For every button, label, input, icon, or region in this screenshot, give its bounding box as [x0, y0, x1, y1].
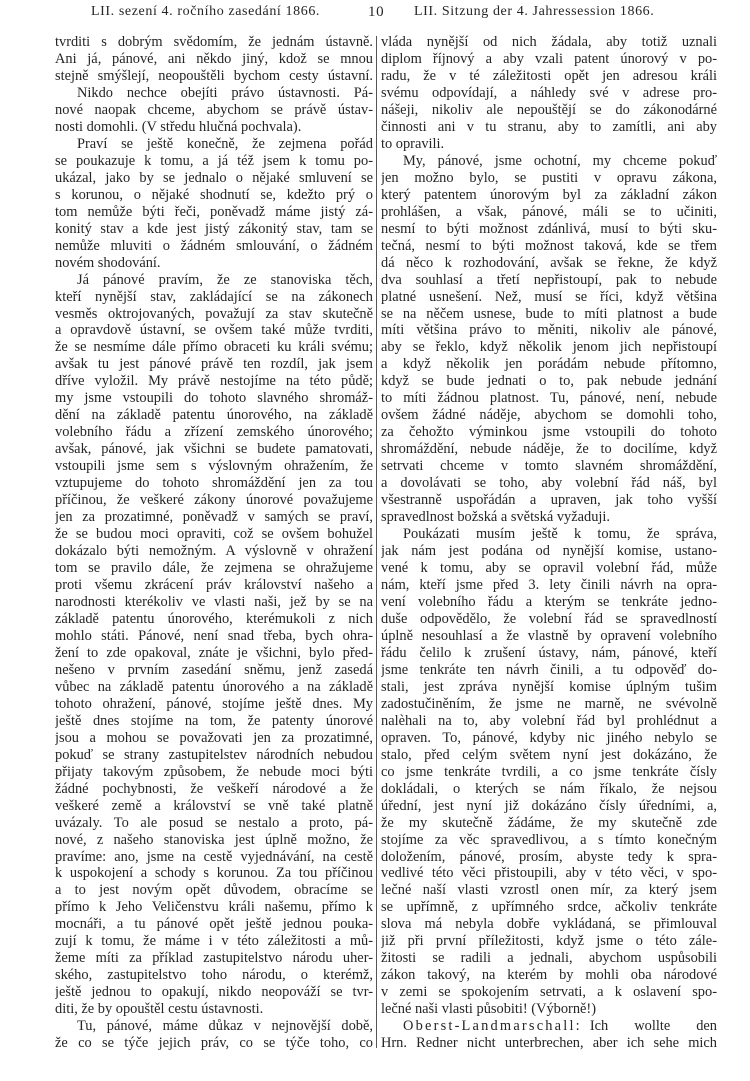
text-line: avšak tu jest pánové právě ten rozdíl, jak jsem [55, 356, 373, 373]
text-line: avšak, pánové, jak všichni se budete pamatovati, [55, 441, 373, 458]
text-line: úplně nesouhlasí a že vlastně by opravení volebního [381, 627, 717, 644]
text-line: mocnáři, a tu pánové opět ještě jednou pouka- [55, 916, 373, 933]
text-line: se upřímně, z upřímného srdce, ačkoliv tenkráte [381, 899, 717, 916]
text-line: aby se řeklo, když několik jenom jich nepřistoupí [381, 339, 717, 356]
text-line: shromáždění, nebude náděje, že to docilíme, když [381, 441, 717, 458]
header-czech-title: LII. sezení 4. ročního zasedání 1866. [91, 4, 321, 19]
text-line: jsme tenkráte ten návrh činili, a tu odpověď do- [381, 661, 717, 678]
text-line: že co se týče jejich práv, co se týče toho, co [55, 1035, 373, 1052]
text-line: ovšem žádné náděje, abychom se domohli toho, [381, 407, 717, 424]
text-line: veškeré země a království se vně také platně [55, 797, 373, 814]
text-line: nesmí to býti možnost zdánlivá, musí to býti sku- [381, 220, 717, 237]
text-line: již při první příležitosti, když jsme o této zále- [381, 933, 717, 950]
text-line: kteří nynější stav, zakládající se na zákonech [55, 288, 373, 305]
text-line: tohoto ohražení, pánové, stojíme ještě dnes. My [55, 695, 373, 712]
text-line: vůbec na základě patentu únorového a na základě [55, 678, 373, 695]
text-line: jsou a mohou se považovati jen za prozatimné, [55, 729, 373, 746]
text-line: mohlo státi. Pánové, není snad třeba, bych ohra- [55, 627, 373, 644]
text-line: ještě jednou to opakují, nikdo neopováží se tvr- [55, 984, 373, 1001]
text-line: zují k tomu, že máme i v této záležitosti a mů- [55, 933, 373, 950]
text-line: Nikdo nechce obejíti právo ústavnosti. Pá- [77, 84, 373, 101]
text-line: vztupujeme do tohoto shromáždění jen za tou [55, 475, 373, 492]
text-line: nosti domohli. (V středu hlučná pochvala). [55, 118, 302, 135]
text-line: zákon takový, na kterém by mohli oba národové [381, 967, 717, 984]
text-line: vstoupili jsme sem s výslovným ohražením, že [55, 458, 373, 475]
text-line: setrvati chceme v tomto slavném shromáždění, [381, 458, 717, 475]
text-line: to opravili. [381, 135, 445, 152]
text-line: pokuď se strany zastupitelstev národních nebudou [55, 746, 373, 763]
text-line: všestranně uspořádán a upraven, jak toho vyšší [381, 492, 717, 509]
text-line: lečné naší vlasti vzrostl onen mír, za který jsem [381, 882, 717, 899]
text-line: úřední, jest nyní již dokázáno čísly úředními, a, [381, 797, 717, 814]
column-divider [376, 36, 377, 1048]
text-line: jen možno bylo, se pustiti v opravu zákona, [381, 169, 717, 186]
text-line: přijaty takovým způsobem, že nebude moci býti [55, 763, 373, 780]
left-column-czech-text [55, 34, 373, 1052]
text-line: vené k tomu, aby se opravil volební řád, může [381, 560, 717, 577]
text-line: dokázalo býti nemožným. A výslovně v ohražení [55, 543, 373, 560]
text-line: ského, zastupitelstvo toho národu, o kterémž, [55, 967, 373, 984]
text-line: nemůže mluviti o žádném smlouvání, o žádném [55, 237, 373, 254]
text-line: a to jest novým opět důvodem, obracíme se [55, 882, 373, 899]
text-line: ukázal, jako by se jednalo o nějaké smluvení se [55, 169, 373, 186]
text-line: nášeji, nikoliv ale nepouštějí se do zákonodárné [381, 101, 717, 118]
text-line: tečná, nesmí to býti možnost taková, kde se třem [381, 237, 717, 254]
text-line: pravíme: ano, jsme na cestě vyjednávání, na cestě [55, 848, 373, 865]
text-line: dá něco k rozhodování, avšak se řekne, že když [381, 254, 717, 271]
text-line: Poukázati musím ještě k tomu, že správa, [403, 526, 717, 543]
text-line: jen za prozatimné, poněvadž v samých se praví, [55, 509, 373, 526]
text-line: diti, že by opouštěl cestu ústavnosti. [55, 1001, 264, 1018]
text-line: dva souhlasí a třetí nepřistoupí, pak to nebude [381, 271, 717, 288]
speaker-text: Ich wollte den [589, 1018, 717, 1035]
text-line: v zemi se spokojením setrvati, a k oslavení spo- [381, 984, 717, 1001]
text-line: prohlášen, a však, pánové, máli se to učiniti, [381, 203, 717, 220]
text-line: platné usnešení. Než, musí se říci, když většina [381, 288, 717, 305]
text-line: tom se pravilo dále, že zejmena se ohražujeme [55, 560, 373, 577]
text-line: dříve vyložil. My právě nestojíme na této půdě; [55, 373, 373, 390]
text-line: nové naopak chceme, abychom se právě ústav- [55, 101, 373, 118]
text-line: ještě dnes stojíme na tom, že patenty únorové [55, 712, 373, 729]
text-line: žádné pochybnosti, že veškeří národové a že [55, 780, 373, 797]
text-line: konitý stav a kde jest jistý zákonitý stav, tam se [55, 220, 373, 237]
text-line: slova má nebyla dobře vykládaná, se přimlouval [381, 916, 717, 933]
text-line: stojíme za věc spravedlivou, a s tímto konečným [381, 831, 717, 848]
text-line: příčinou, že veškeré zákony únorové považujeme [55, 492, 373, 509]
speaker-line [381, 1018, 717, 1035]
text-line: nalèhali na to, aby volební řád byl prohlédnut a [381, 712, 717, 729]
text-line: volebního řádu a zřízení zemského únorového; [55, 424, 373, 441]
text-line: Hrn. Redner nicht unterbrechen, aber ich sehe mich [381, 1035, 717, 1052]
text-line: uvázaly. To ale posud se nestalo a proto, pá- [55, 814, 373, 831]
text-line: spravedlnost božská a světská vyžaduji. [381, 509, 610, 526]
text-line: a když několik jen porádám nebude přítomno, [381, 356, 717, 373]
text-line: se na něčem usnese, bude to míti platnost a bude [381, 305, 717, 322]
text-line: a opravdově ústavní, se ovšem také může tvrditi, [55, 322, 373, 339]
text-line: nové, z našeho stanoviska jest úplně možno, že [55, 831, 373, 848]
text-line: žitosti se radili a jednali, abychom uspůsobili [381, 950, 717, 967]
text-line: řádu čelilo k zrušení ústavy, nám, pánové, kteří [381, 644, 717, 661]
text-line: k uspokojení a schody s korunou. Za tou příčinou [55, 865, 373, 882]
text-line: dění na základě patentu únorového, na základě [55, 407, 373, 424]
text-line: My, pánové, jsme ochotní, my chceme pokuď [403, 152, 717, 169]
text-line: Ani já, pánové, ani někdo jiný, kdož se mnou [55, 50, 373, 67]
text-line: že se budou moci opraviti, což se ovšem bohužel [55, 526, 373, 543]
text-line: co jsme tenkráte tvrdili, a co jsme tenkráte čísly [381, 763, 717, 780]
text-line: nám, kteří jsme před 3. lety činili návrh na opra- [381, 577, 717, 593]
text-line: vláda nynější od nich žádala, aby totiž uznali [381, 34, 717, 50]
text-line: jak nám jest podána od nynější komise, ustano- [381, 543, 717, 560]
text-line: nešeno v prvním zasedání sněmu, jenž zasedá [55, 661, 373, 678]
text-line: základě patentu únorového, kterémukoli z nich [55, 610, 373, 627]
text-line: tom nemůže býti řeči, poněvadž máme jistý zá- [55, 203, 373, 220]
text-line: když se bude jednati o to, pak nebude jednání [381, 373, 717, 390]
text-line: my jsme vstoupili do tohoto slavného shromáž- [55, 390, 373, 407]
header-german-title: LII. Sitzung der 4. Jahressession 1866. [414, 4, 655, 19]
text-line: který patentem únorovým byl za základní zákon [381, 186, 717, 203]
text-line: svému odpovídají, a náhledy své v adrese pro- [381, 84, 717, 101]
text-line: stejně smýšlejí, neopouštěli bychom cesty ústavní. [55, 67, 373, 84]
text-line: Tu, pánové, máme důkaz v nejnovější době, [77, 1018, 373, 1035]
text-line: stali, jest zpráva nynější komise úplným tušim [381, 678, 717, 695]
text-line: že se nesmíme dále přímo obraceti ku králi svému; [55, 339, 373, 356]
text-line: lečné naši vlasti působiti! (Výborně!) [381, 1001, 597, 1018]
text-line: duše odpovědělo, že volební řád se spravedlností [381, 610, 717, 627]
text-line: novém shodování. [55, 254, 161, 271]
text-line: že my skutečně žádáme, že my skutečně zde [381, 814, 717, 831]
text-line: opraven. To, pánové, kdyby nic jiného nebylo se [381, 729, 717, 746]
text-line: narodnosti kterékoliv ve vlasti naši, jež by se na [55, 593, 373, 610]
text-line: radu, že v té záležitosti opět jen adresou králi [381, 67, 717, 84]
text-line: doložením, pánové, prosím, abyste tedy k spra- [381, 848, 717, 865]
text-line: proti všemu zkrácení práv království našeho a [55, 577, 373, 593]
text-line: to míti žádnou platnost. Tu, pánové, není, nebude [381, 390, 717, 407]
text-line: diplom říjnový a aby vzali patent únorový v po- [381, 50, 717, 67]
text-line: míti většina právo to měniti, nikoliv ale pánové, [381, 322, 717, 339]
text-line: vedlivé této věci přistoupili, aby v této věci, v spo- [381, 865, 717, 882]
text-line: přímo k Jeho Veličenstvu králi našemu, přímo k [55, 899, 373, 916]
text-line: činnosti ani v tu stranu, aby to zamítli, ani aby [381, 118, 717, 135]
text-line: s korunou, o nějaké shodnutí se, kdežto prý o [55, 186, 373, 203]
right-column-czech-german-text [381, 34, 717, 1052]
text-line: stalo, před celým světem nyní jest dokázáno, že [381, 746, 717, 763]
text-line: dokládali, o kterých se nám říkalo, že nejsou [381, 780, 717, 797]
text-line: Já pánové pravím, že ze stanoviska těch, [77, 271, 373, 288]
text-line: tvrditi s dobrým svědomím, že jednám ústavně. [55, 34, 373, 50]
text-line: žení to zde opakoval, znáte je všichni, bylo před- [55, 644, 373, 661]
text-line: se poukazuje k tomu, a já též jsem k tomu po- [55, 152, 373, 169]
text-line: Praví se ještě konečně, že zejmena pořád [77, 135, 373, 152]
text-line: vesměs oktrojovaných, považují za stav skutečně [55, 305, 373, 322]
speaker-name: Oberst-Landmarschall: [403, 1018, 582, 1035]
text-line: zadostučiněním, že jsme ne marně, ne svévolně [381, 695, 717, 712]
text-line: žeme míti za příklad zastupitelstvo národu uher- [55, 950, 373, 967]
page-number: 10 [368, 4, 385, 20]
text-line: za čehožto výminkou jsme vstoupili do tohoto [381, 424, 717, 441]
text-line: a dovolávati se toho, aby volební řád náš, byl [381, 475, 717, 492]
text-line: vení volebního řádu a kterým se tenkráte jedno- [381, 593, 717, 610]
